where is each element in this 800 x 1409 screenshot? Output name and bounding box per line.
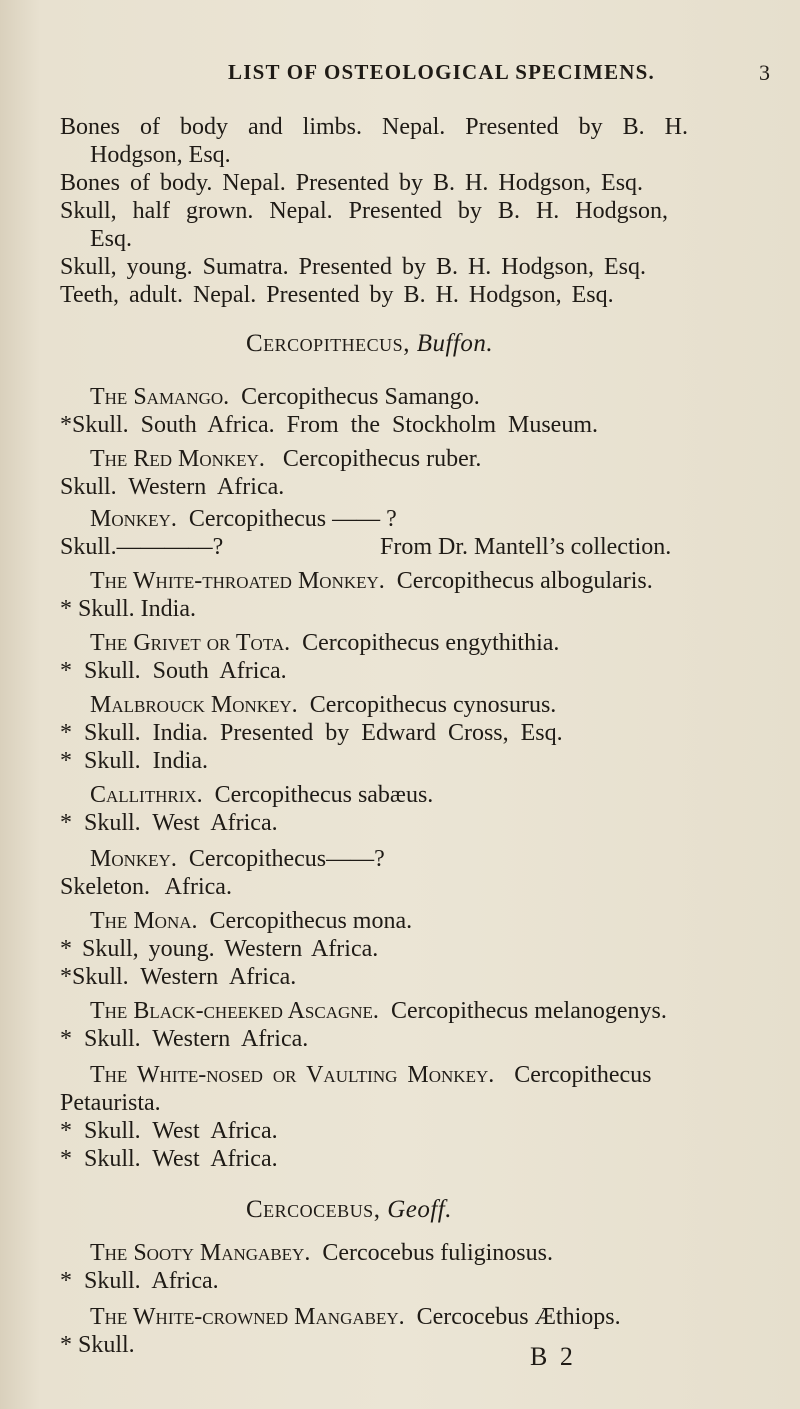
text-line: Bones of body and limbs. Nepal. Presented by B. H. (60, 114, 688, 140)
latin-name: Cercopithecus——? (188, 846, 385, 872)
common-name: The Grivet or Tota. (90, 630, 291, 656)
species-entry (90, 444, 481, 474)
genus-name: Cercopithecus (246, 330, 404, 357)
text-line: Esq. (90, 226, 132, 252)
common-name: The White-throated Monkey. (90, 568, 385, 594)
genus-name: Cercocebus (246, 1196, 374, 1223)
specimen-entry: * Skull. West Africa. (60, 810, 278, 836)
species-entry (90, 1238, 553, 1268)
latin-name: Cercocebus Æthiops. (416, 1304, 621, 1330)
specimen-entry: * Skull. Western Africa. (60, 1026, 309, 1052)
specimen-entry: * Skull. India. (60, 596, 196, 622)
latin-name: Cercopithecus albogularis. (396, 568, 653, 594)
specimen-entry: * Skull. India. (60, 748, 208, 774)
specimen-entry: * Skull. Africa. (60, 1268, 219, 1294)
species-entry (90, 996, 667, 1026)
latin-name: Cercopithecus mona. (209, 908, 413, 934)
genus-authority: Geoff. (387, 1196, 452, 1223)
common-name: Callithrix. (90, 782, 203, 808)
species-entry (90, 504, 397, 534)
running-header (70, 60, 770, 90)
header-title: LIST OF OSTEOLOGICAL SPECIMENS. (228, 60, 655, 84)
species-entry (90, 844, 385, 874)
specimen-entry: Skull. Western Africa. (60, 474, 285, 500)
specimen-entry: * Skull. India. Presented by Edward Cross, Esq. (60, 720, 563, 746)
specimen-entry: * Skull. South Africa. (60, 658, 287, 684)
latin-name: Cercopithecus sabæus. (214, 782, 434, 808)
latin-name: Cercopithecus Samango. (241, 384, 480, 410)
section-heading: Cercocebus, Geoff. (246, 1196, 452, 1223)
common-name: Malbrouck Monkey. (90, 692, 298, 718)
species-entry (90, 780, 433, 810)
specimen-entry: Skeleton. Africa. (60, 874, 232, 900)
specimen-entry (60, 532, 672, 562)
latin-name: Cercopithecus (514, 1062, 652, 1088)
species-entry (90, 382, 480, 412)
specimen-entry: * Skull. (60, 1332, 135, 1358)
specimen-note: From Dr. Mantell’s collection. (380, 534, 672, 560)
section-heading: Cercopithecus, Buffon. (246, 330, 494, 357)
page-number: 3 (759, 60, 770, 85)
common-name: The Sooty Mangabey. (90, 1240, 311, 1266)
common-name: The Samango. (90, 384, 230, 410)
common-name: Monkey. (90, 846, 177, 872)
specimen-entry: *Skull. Western Africa. (60, 964, 297, 990)
latin-name: Cercopithecus engythithia. (302, 630, 560, 656)
common-name: The White-nosed or Vaulting Monkey. (90, 1062, 495, 1088)
common-name: The Mona. (90, 908, 198, 934)
specimen-entry: * Skull, young. Western Africa. (60, 936, 379, 962)
text-line: Bones of body. Nepal. Presented by B. H. Hodgson, Esq. (60, 170, 644, 196)
common-name: Monkey. (90, 506, 177, 532)
species-entry (90, 906, 412, 936)
species-entry (90, 628, 559, 658)
latin-name: Cercopithecus melanogenys. (390, 998, 667, 1024)
genus-authority: Buffon. (416, 330, 494, 357)
latin-name: Cercopithecus —— ? (188, 506, 397, 532)
specimen-label: Skull.————? (60, 534, 224, 560)
latin-name: Cercocebus fuliginosus. (322, 1240, 553, 1266)
species-entry (90, 1060, 652, 1090)
latin-name: Cercopithecus cynosurus. (309, 692, 557, 718)
common-name: The Red Monkey. (90, 446, 265, 472)
text-line: Skull, half grown. Nepal. Presented by B. H. Hodgson, (60, 198, 668, 224)
text-line: Hodgson, Esq. (90, 142, 231, 168)
specimen-entry: * Skull. West Africa. (60, 1146, 278, 1172)
species-entry (90, 1302, 621, 1332)
species-entry (90, 690, 556, 720)
latin-name: Cercopithecus ruber. (282, 446, 482, 472)
text-line: Skull, young. Sumatra. Presented by B. H. Hodgson, Esq. (60, 254, 646, 280)
specimen-entry: Petaurista. (60, 1090, 161, 1116)
species-entry (90, 566, 653, 596)
specimen-entry: *Skull. South Africa. From the Stockholm Museum. (60, 412, 598, 438)
signature-mark: B 2 (530, 1342, 576, 1371)
common-name: The White-crowned Mangabey. (90, 1304, 405, 1330)
specimen-entry: * Skull. West Africa. (60, 1118, 278, 1144)
common-name: The Black-cheeked Ascagne. (90, 998, 379, 1024)
text-line: Teeth, adult. Nepal. Presented by B. H. Hodgson, Esq. (60, 282, 614, 308)
